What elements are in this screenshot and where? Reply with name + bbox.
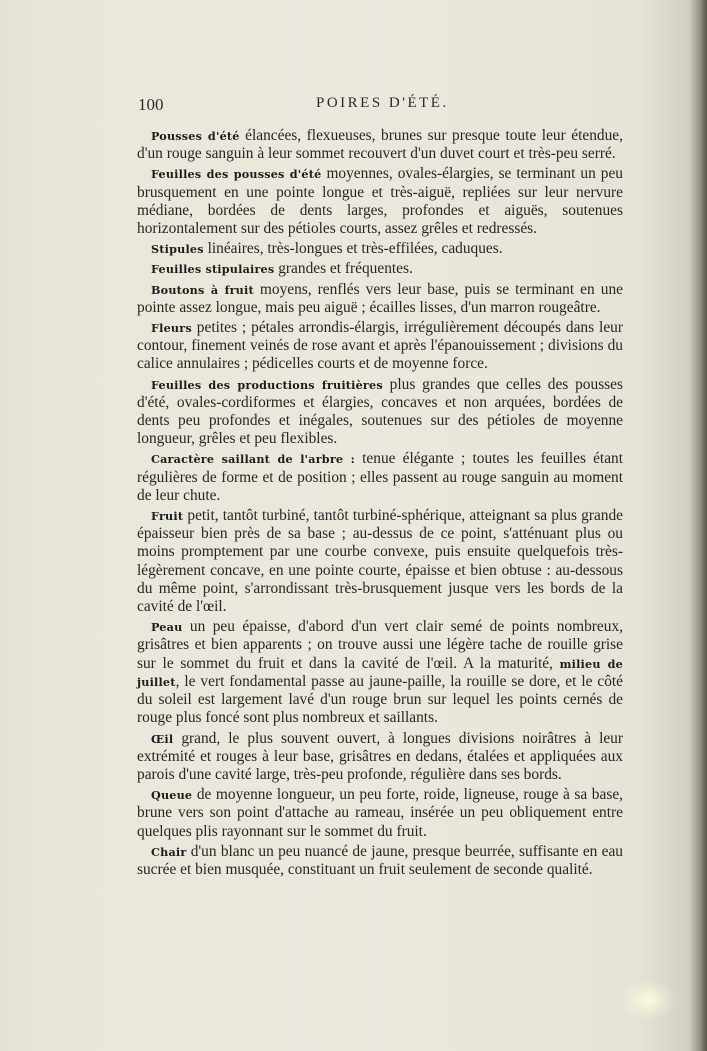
term-label: Pousses d'été [151, 129, 240, 143]
page-header [138, 95, 628, 119]
paragraph-text: linéaires, très-longues et très-effilées, caduques. [203, 240, 503, 258]
term-label: Œil [151, 731, 174, 746]
paragraph-text: plus grandes que celles des pousses d'été, ovales-cordiformes et élargies, concaves et non arquées, bordées de dents peu profondes et inégales, soutenues sur des pétioles de moyenne longueur, grêles et peu flexibles. [137, 375, 623, 448]
term-label: Chair [151, 844, 187, 859]
paragraph-text: moyens, renflés vers leur base, puis se terminant en une pointe assez longue, mais peu aiguë ; écailles lisses, d'un marron rougeâtre. [137, 280, 623, 316]
paragraph-fleurs [137, 319, 623, 374]
paragraph-oeil [137, 730, 623, 785]
paragraph-feuilles-pousses [137, 165, 623, 238]
paragraph-text: élancées, flexueuses, brunes sur presque toute leur étendue, d'un rouge sanguin à leur sommet recouvert d'un duvet court et très-peu serré. [137, 127, 623, 163]
term-label: Peau [151, 620, 183, 635]
term-label: Boutons à fruit [151, 282, 254, 297]
paragraph-peau [137, 618, 623, 727]
description-text [137, 127, 623, 881]
running-title: POIRES D'ÉTÉ. [316, 95, 449, 111]
paragraph-feuilles-stipulaires [137, 260, 623, 278]
term-label: Feuilles des pousses d'été [151, 167, 322, 182]
paragraph-text: moyennes, ovales-élargies, se terminant un peu brusquement en une pointe longue et très-aiguë, repliées sur leur nervure médiane, bordées de dents larges, profondes et aiguës, soutenues horizontalement sur des pétioles courts, assez grêles et redressés. [137, 165, 623, 238]
term-label: Feuilles des productions fruitières [151, 377, 383, 392]
paragraph-chair [137, 843, 623, 879]
term-label: Stipules [151, 242, 204, 257]
paragraph-boutons [137, 281, 623, 317]
paragraph-text: , le vert fondamental passe au jaune-paille, la rouille se dore, et le côté du soleil est largement lavé d'un rouge brun sur lequel les points cernés de rouge plus foncé sont plus nombreux et saillants. [137, 672, 623, 727]
term-label: Fruit [151, 509, 184, 524]
paragraph-stipules [137, 240, 623, 258]
paragraph-text: grandes et fréquentes. [274, 260, 413, 278]
paragraph-text: tenue élégante ; toutes les feuilles étant régulières de forme et de position ; elles passent au rouge sanguin au moment de leur chute. [137, 450, 623, 504]
paragraph-text: petites ; pétales arrondis-élargis, irrégulièrement découpés dans leur contour, finement veinés de rose avant et après l'épanouissement ; divisions du calice annulaires ; pédicelles courts et de moyenne force. [137, 319, 623, 373]
term-label: Queue [151, 788, 193, 803]
paragraph-pousses [137, 127, 623, 163]
paragraph-text: un peu épaisse, d'abord d'un vert clair semé de points nombreux, grisâtres et bien apparents ; on trouve aussi une légère tache de rouille grise sur le sommet du fruit et dans la cavité de l'œil. A la maturité, [137, 618, 623, 672]
paragraph-text: d'un blanc un peu nuancé de jaune, presque beurrée, suffisante en eau sucrée et bien musquée, constituant un fruit seulement de seconde qualité. [137, 842, 623, 878]
paragraph-fruit [137, 507, 623, 616]
page-number: 100 [138, 95, 164, 114]
paragraph-text: de moyenne longueur, un peu forte, roide, ligneuse, rouge à sa base, brune vers son point d'attache au rameau, insérée un peu obliquement entre quelques plis rayonnant sur le sommet du fruit. [137, 786, 623, 840]
paragraph-feuilles-productions [137, 376, 623, 449]
paragraph-text: grand, le plus souvent ouvert, à longues divisions noirâtres à leur extrémité et rouges à leur base, grisâtres en dedans, étalées et appliquées aux parois d'une cavité large, très-peu profonde, régulière dans ses bords. [137, 729, 623, 783]
paragraph-queue [137, 786, 623, 841]
term-label: Feuilles stipulaires [151, 262, 275, 277]
term-label-inline: milieu de juillet [137, 656, 623, 689]
paper-light-spot [622, 980, 674, 1020]
paragraph-caractere [137, 450, 623, 505]
paragraph-text: petit, tantôt turbiné, tantôt turbiné-sphérique, atteignant sa plus grande épaisseur bien près de sa base ; au-dessus de ce point, s'atténuant plus ou moins promptement par une courbe convexe, puis ensuite quelquefois très-légèrement concave, en une pointe courte, épaisse et bien obtuse : au-dessous du même point, s'arrondissant très-brusquement jusque vers les bords de la cavité de l'œil. [137, 507, 623, 616]
term-label: Caractère saillant de l'arbre : [151, 452, 355, 467]
page-gutter-shadow [689, 0, 707, 1051]
term-label: Fleurs [151, 321, 192, 336]
